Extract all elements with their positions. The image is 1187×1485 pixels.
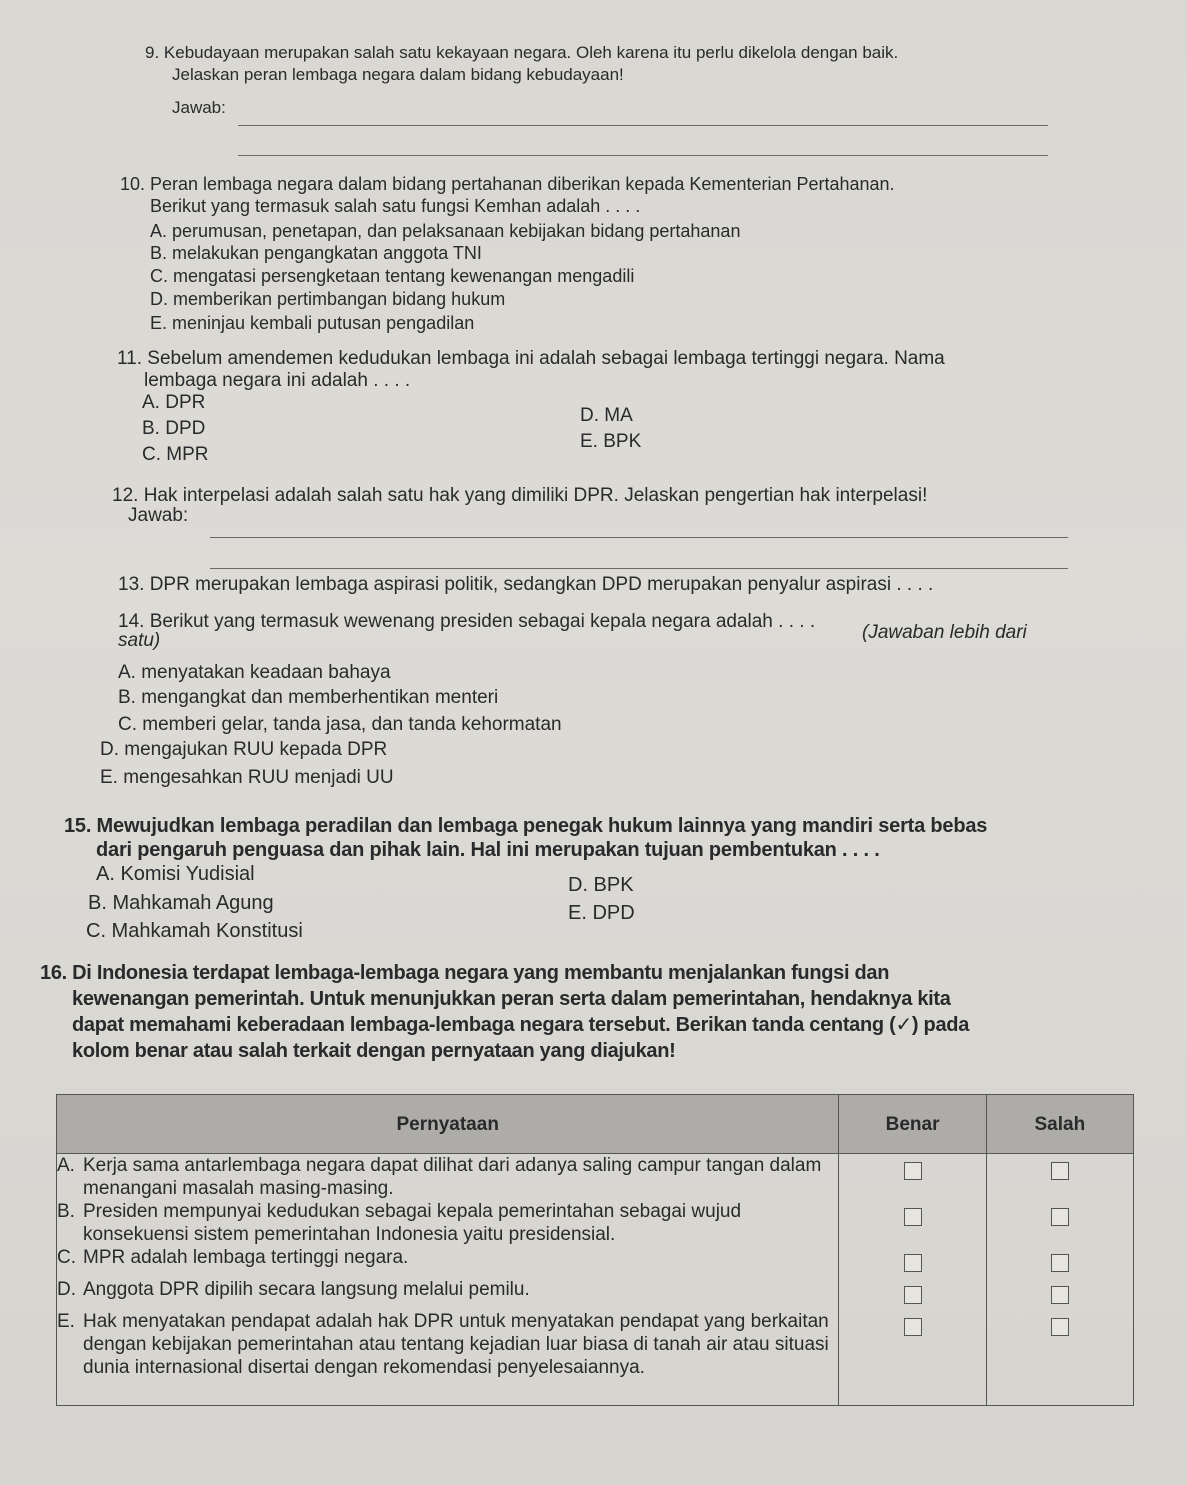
table-row: [57, 1246, 1134, 1278]
question-9-text-2: Jelaskan peran lembaga negara dalam bidang kebudayaan!: [172, 65, 624, 84]
question-11-text-2: lembaga negara ini adalah . . . .: [144, 370, 411, 391]
question-13-text: 13. DPR merupakan lembaga aspirasi politik, sedangkan DPD merupakan penyalur aspirasi . . . .: [118, 574, 934, 595]
question-16-line-2: kewenangan pemerintah. Untuk menunjukkan peran serta dalam pemerintahan, hendaknya kita: [72, 988, 951, 1010]
row-e-salah-checkbox[interactable]: [1051, 1318, 1069, 1336]
row-e-letter: E.: [57, 1311, 75, 1332]
question-10-option-a[interactable]: A. perumusan, penetapan, dan pelaksanaan kebijakan bidang pertahanan: [150, 221, 741, 241]
row-a-statement: Kerja sama antarlembaga negara dapat dilihat dari adanya saling campur tangan dalam menangani masalah masing-masing.: [83, 1155, 822, 1199]
question-15-option-c[interactable]: C. Mahkamah Konstitusi: [86, 920, 303, 942]
row-c-statement: MPR adalah lembaga tertinggi negara.: [83, 1247, 409, 1268]
question-9-text: 9. Kebudayaan merupakan salah satu kekayaan negara. Oleh karena itu perlu dikelola dengan baik.: [145, 43, 899, 62]
table-row: [57, 1278, 1134, 1310]
question-14-option-b[interactable]: B. mengangkat dan memberhentikan menteri: [118, 687, 499, 708]
question-15-text: 15. Mewujudkan lembaga peradilan dan lembaga penegak hukum lainnya yang mandiri serta bebas: [64, 815, 988, 837]
row-d-statement: Anggota DPR dipilih secara langsung melalui pemilu.: [83, 1279, 530, 1300]
question-16-line-4: kolom benar atau salah terkait dengan pernyataan yang diajukan!: [72, 1040, 676, 1062]
question-12-answer-line-1[interactable]: [210, 537, 1068, 538]
question-11-option-c[interactable]: C. MPR: [142, 444, 209, 465]
question-10-text: 10. Peran lembaga negara dalam bidang pertahanan diberikan kepada Kementerian Pertahanan.: [120, 174, 895, 194]
question-15-option-a[interactable]: A. Komisi Yudisial: [96, 863, 255, 885]
question-12-jawab-label: Jawab:: [128, 505, 189, 526]
question-14-text: 14. Berikut yang termasuk wewenang presiden sebagai kepala negara adalah . . . .: [118, 611, 816, 632]
question-10-text-2: Berikut yang termasuk salah satu fungsi Kemhan adalah . . . .: [150, 196, 641, 216]
question-14-option-d[interactable]: D. mengajukan RUU kepada DPR: [100, 739, 388, 760]
row-a-benar-checkbox[interactable]: [904, 1162, 922, 1180]
question-15-option-e[interactable]: E. DPD: [568, 902, 635, 924]
question-15-option-b[interactable]: B. Mahkamah Agung: [88, 892, 274, 914]
question-10-option-d[interactable]: D. memberikan pertimbangan bidang hukum: [150, 289, 506, 309]
row-d-salah-checkbox[interactable]: [1051, 1286, 1069, 1304]
question-11-option-a[interactable]: A. DPR: [142, 392, 206, 413]
question-15-option-d[interactable]: D. BPK: [568, 874, 634, 896]
row-b-statement: Presiden mempunyai kedudukan sebagai kepala pemerintahan sebagai wujud konsekuensi sistem pemerintahan Indonesia yaitu presidensial.: [83, 1201, 742, 1245]
table-row: [57, 1154, 1134, 1201]
row-b-benar-checkbox[interactable]: [904, 1208, 922, 1226]
question-14-note: (Jawaban lebih dari: [862, 622, 1027, 643]
question-11-option-e[interactable]: E. BPK: [580, 431, 642, 452]
header-salah: Salah: [986, 1095, 1133, 1154]
question-12-text: 12. Hak interpelasi adalah salah satu hak yang dimiliki DPR. Jelaskan pengertian hak interpelasi!: [112, 485, 928, 506]
header-pernyataan: Pernyataan: [57, 1095, 839, 1154]
row-c-salah-checkbox[interactable]: [1051, 1254, 1069, 1272]
question-12-answer-line-2[interactable]: [210, 568, 1068, 569]
question-16-line-3: dapat memahami keberadaan lembaga-lembaga negara tersebut. Berikan tanda centang (✓) pada: [72, 1014, 970, 1036]
row-b-salah-checkbox[interactable]: [1051, 1208, 1069, 1226]
question-14-option-e[interactable]: E. mengesahkan RUU menjadi UU: [100, 767, 394, 788]
table-row: [57, 1200, 1134, 1246]
true-false-table: [56, 1094, 1134, 1406]
table-header-row: [57, 1095, 1134, 1154]
question-10-option-b[interactable]: B. melakukan pengangkatan anggota TNI: [150, 243, 482, 263]
question-9-answer-line-2[interactable]: [238, 155, 1048, 156]
row-c-letter: C.: [57, 1247, 76, 1268]
row-e-benar-checkbox[interactable]: [904, 1318, 922, 1336]
table-row: [57, 1310, 1134, 1406]
row-d-benar-checkbox[interactable]: [904, 1286, 922, 1304]
question-10-option-e[interactable]: E. meninjau kembali putusan pengadilan: [150, 313, 475, 333]
question-15-text-2: dari pengaruh penguasa dan pihak lain. Hal ini merupakan tujuan pembentukan . . . .: [96, 839, 880, 861]
header-benar: Benar: [839, 1095, 986, 1154]
question-14-note-2: satu): [118, 630, 161, 651]
question-16-line-1: 16. Di Indonesia terdapat lembaga-lembaga negara yang membantu menjalankan fungsi dan: [40, 962, 890, 984]
question-11-text: 11. Sebelum amendemen kedudukan lembaga ini adalah sebagai lembaga tertinggi negara. Nama: [117, 348, 945, 369]
row-c-benar-checkbox[interactable]: [904, 1254, 922, 1272]
question-11-option-d[interactable]: D. MA: [580, 405, 633, 426]
question-10-option-c[interactable]: C. mengatasi persengketaan tentang kewenangan mengadili: [150, 266, 635, 286]
row-e-statement: Hak menyatakan pendapat adalah hak DPR untuk menyatakan pendapat yang berkaitan dengan kebijakan pemerintahan atau tentang kejadian luar biasa di tanah air atau situasi dunia internasional disertai dengan rekomendasi penyelesaiannya.: [83, 1311, 829, 1378]
question-11-option-b[interactable]: B. DPD: [142, 418, 206, 439]
row-a-salah-checkbox[interactable]: [1051, 1162, 1069, 1180]
question-9-jawab-label: Jawab:: [172, 98, 226, 117]
question-14-option-a[interactable]: A. menyatakan keadaan bahaya: [118, 662, 391, 683]
row-d-letter: D.: [57, 1279, 76, 1300]
question-9-answer-line-1[interactable]: [238, 125, 1048, 126]
question-14-option-c[interactable]: C. memberi gelar, tanda jasa, dan tanda kehormatan: [118, 714, 562, 735]
row-a-letter: A.: [57, 1155, 75, 1176]
row-b-letter: B.: [57, 1201, 75, 1222]
